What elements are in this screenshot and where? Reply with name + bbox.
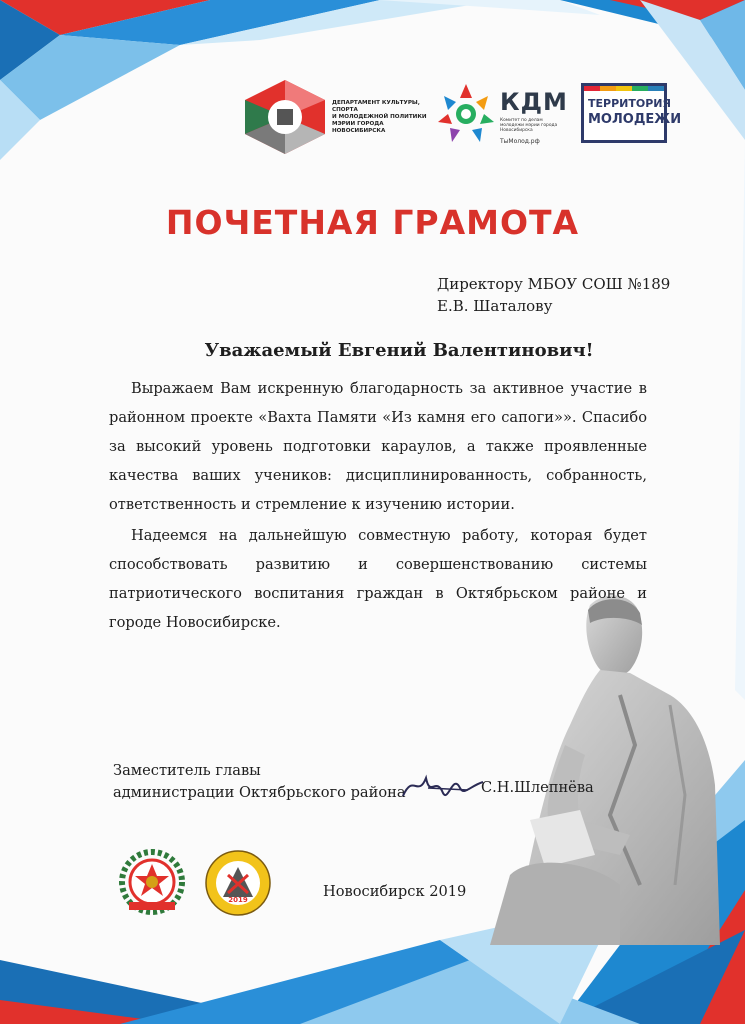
addressee-line-1: Директору МБОУ СОШ №189 xyxy=(437,275,671,293)
signer-name: С.Н.Шлепнёва xyxy=(481,779,594,796)
kdm-star-icon xyxy=(436,82,496,146)
addressee-line-2: Е.В. Шаталову xyxy=(437,297,553,315)
territory-logo xyxy=(581,83,682,143)
addressee-block xyxy=(437,273,670,317)
signer-position-line-2: администрации Октябрьского района xyxy=(113,784,406,801)
body-text xyxy=(109,374,647,639)
department-logo xyxy=(240,78,435,156)
vahta-pamyati-emblem-icon xyxy=(203,849,273,917)
handwritten-signature xyxy=(398,768,488,808)
body-paragraph-2: Надеемся на дальнейшую совместную работу, которая будет способствовать развитию и совершенствованию системы патриотического воспитания граждан в Октябрьском районе и городе Новосибирске. xyxy=(109,527,647,631)
kdm-subtitle: Комитет по делам молодежи мэрии города Новосибирска xyxy=(500,118,558,133)
department-line-3: МЭРИИ ГОРОДА НОВОСИБИРСКА xyxy=(332,121,386,134)
department-line-2: И МОЛОДЕЖНОЙ ПОЛИТИКИ xyxy=(332,114,427,120)
territory-line-1: ТЕРРИТОРИЯ xyxy=(588,97,671,110)
soldier-statue-image xyxy=(470,585,720,945)
body-paragraph-1: Выражаем Вам искренную благодарность за активное участие в районном проекте «Вахта Памяти «Из камня его сапоги»». Спасибо за высокий уровень подготовки караулов, а также проявленные качества ваших учеников: дисциплинированность, собранность, ответственность и стремление к изучению истории. xyxy=(109,380,647,513)
kdm-logo xyxy=(436,82,568,152)
greeting: Уважаемый Евгений Валентинович! xyxy=(204,340,594,361)
place-and-date: Новосибирск 2019 xyxy=(323,883,467,900)
territory-stripe xyxy=(584,86,664,91)
emblem-year: 2019 xyxy=(228,896,248,904)
signer-position xyxy=(113,760,406,804)
signer-position-line-1: Заместитель главы xyxy=(113,762,261,779)
territory-line-2: МОЛОДЕЖИ xyxy=(588,112,682,127)
red-wreath-emblem-icon xyxy=(117,848,187,916)
department-emblem-icon xyxy=(240,78,330,156)
document-title: ПОЧЕТНАЯ ГРАМОТА xyxy=(165,203,580,242)
kdm-name: КДМ xyxy=(500,88,568,116)
kdm-site: ТыМолод.рф xyxy=(500,138,540,145)
department-line-1: ДЕПАРТАМЕНТ КУЛЬТУРЫ, СПОРТА xyxy=(332,100,420,113)
